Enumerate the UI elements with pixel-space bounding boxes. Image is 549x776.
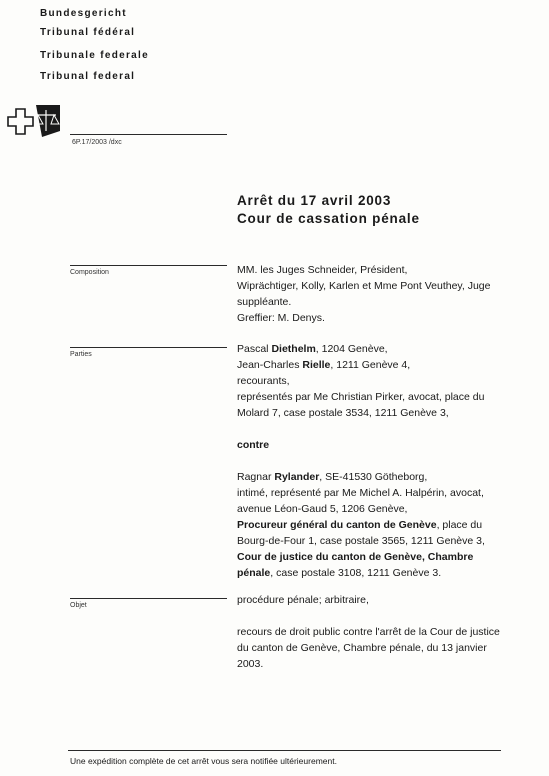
- appeal-description-line: recours de droit public contre l'arrêt de la Cour de justice: [237, 626, 500, 638]
- party-surname: Rylander: [274, 471, 320, 483]
- header-rule: [70, 134, 227, 135]
- appeal-description-line: du canton de Genève, Chambre pénale, du 13 janvier: [237, 642, 487, 654]
- clerk-line: Greffier: M. Denys.: [237, 312, 325, 324]
- composition-line: suppléante.: [237, 296, 292, 308]
- appeal-description-line: 2003.: [237, 658, 264, 670]
- objet-rule: [70, 598, 227, 599]
- court-name-rm: Tribunal federal: [40, 71, 136, 82]
- judgment-date-title: Arrêt du 17 avril 2003: [237, 193, 392, 208]
- parties-rule: [70, 347, 227, 348]
- swiss-cross-scales-logo: [6, 101, 62, 141]
- party-line: Ragnar Rylander, SE-41530 Götheborg,: [237, 471, 428, 483]
- party-surname: Diethelm: [271, 343, 316, 355]
- composition-line: Wiprächtiger, Kolly, Karlen et Mme Pont Veuthey, Juge: [237, 280, 491, 292]
- objet-text: [237, 592, 537, 672]
- court-name-de: Bundesgericht: [40, 8, 127, 19]
- composition-line: MM. les Juges Schneider, Président,: [237, 264, 408, 276]
- composition-label: Composition: [70, 269, 109, 276]
- objet-label: Objet: [70, 602, 87, 609]
- party-line: pénale, case postale 3108, 1211 Genève 3.: [237, 567, 442, 579]
- representation-line: Molard 7, case postale 3534, 1211 Genève 3,: [237, 407, 449, 419]
- party-institution: pénale: [237, 567, 271, 579]
- party-institution: Procureur général du canton de Genève: [237, 519, 437, 531]
- parties-label: Parties: [70, 351, 92, 358]
- representation-line: intimé, représenté par Me Michel A. Halpérin, avocat,: [237, 487, 484, 499]
- party-line: Jean-Charles Rielle, 1211 Genève 4,: [237, 359, 411, 371]
- composition-rule: [70, 265, 227, 266]
- party-line: Pascal Diethelm, 1204 Genève,: [237, 343, 388, 355]
- representation-line: représentés par Me Christian Pirker, avocat, place du: [237, 391, 485, 403]
- footer-rule: [68, 750, 501, 751]
- court-name-fr: Tribunal fédéral: [40, 27, 136, 38]
- subject-line: procédure pénale; arbitraire,: [237, 594, 369, 606]
- footer-notice: Une expédition complète de cet arrêt vous sera notifiée ultérieurement.: [70, 756, 337, 766]
- party-role: recourants,: [237, 375, 290, 387]
- party-line: Procureur général du canton de Genève, place du: [237, 519, 483, 531]
- contre-label: contre: [237, 439, 270, 451]
- parties-text: [237, 341, 537, 581]
- court-name-it: Tribunale federale: [40, 50, 149, 61]
- address-line: Bourg-de-Four 1, case postale 3565, 1211 Genève 3,: [237, 535, 485, 547]
- party-surname: Rielle: [302, 359, 331, 371]
- case-reference: 6P.17/2003 /dxc: [72, 139, 122, 146]
- party-line: [237, 549, 537, 565]
- party-institution: Cour de justice du canton de Genève, Chambre: [237, 551, 474, 563]
- representation-line: avenue Léon-Gaud 5, 1206 Genève,: [237, 503, 408, 515]
- composition-text: [237, 262, 537, 326]
- court-chamber-title: Cour de cassation pénale: [237, 211, 420, 226]
